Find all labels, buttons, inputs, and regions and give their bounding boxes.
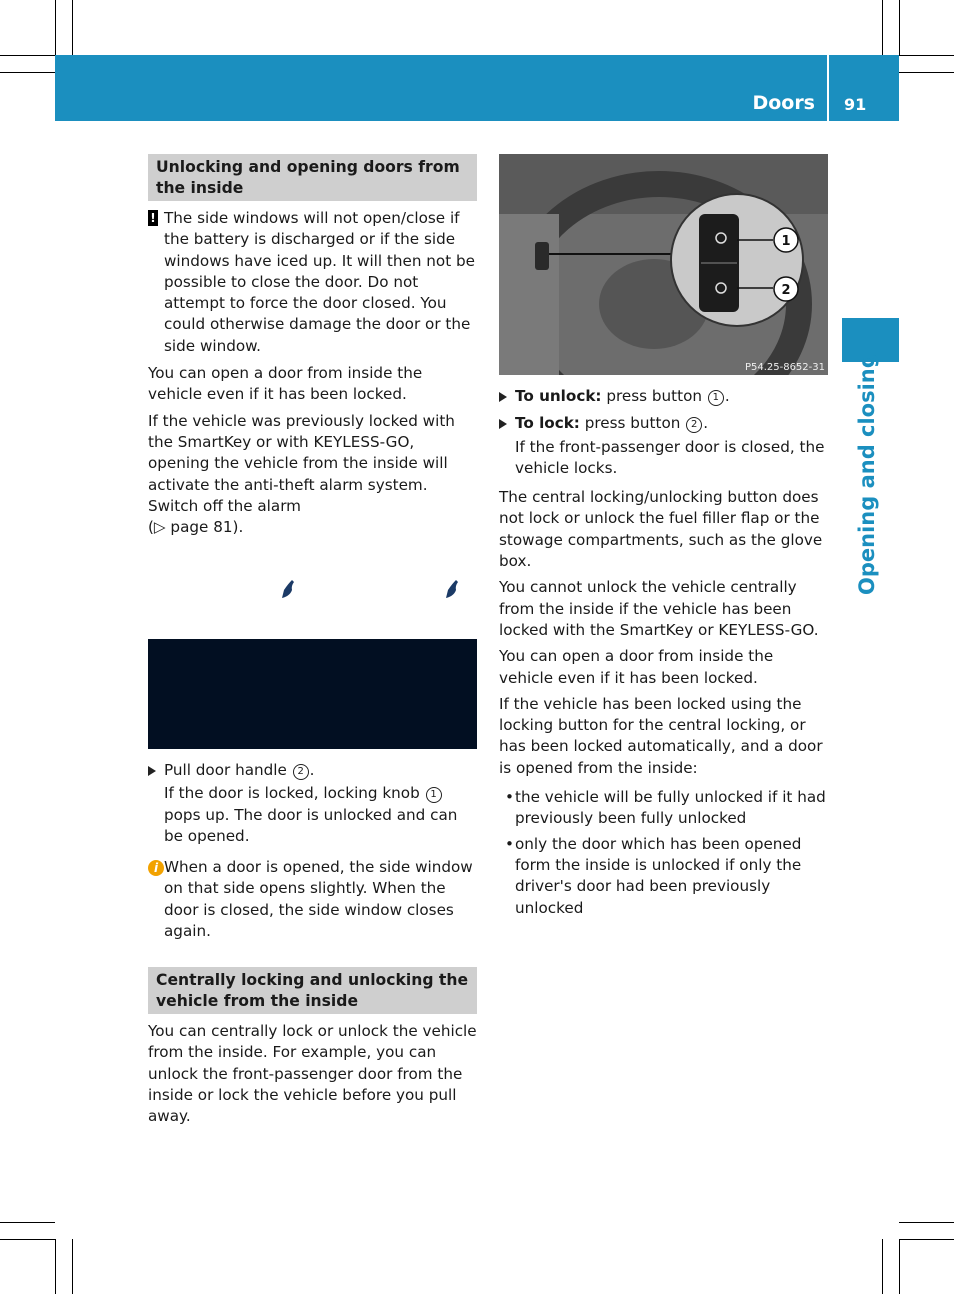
crop-mark (899, 1222, 954, 1223)
page-number: 91 (844, 95, 867, 114)
bullet-icon: • (505, 788, 514, 807)
door-handle-figure (148, 568, 477, 749)
arrow-icon (499, 419, 507, 429)
crop-mark (899, 72, 954, 73)
step-text: press button (606, 387, 702, 405)
callout-number: 1 (426, 787, 442, 803)
result-text: If the door is locked, locking knob (164, 784, 420, 803)
crop-mark (0, 1239, 55, 1240)
callout-number: 1 (708, 390, 724, 406)
instruction-step: To lock: press button 2 . (499, 413, 830, 434)
paragraph: You can centrally lock or unlock the vehicle from the inside. For example, you can unlock the front-passenger door from the inside or lock the vehicle before you pull away. (148, 1022, 477, 1126)
result-text: pops up. The door is unlocked and can be opened. (164, 805, 458, 845)
step-result: If the front-passenger door is closed, the vehicle locks. (515, 437, 825, 477)
crop-mark (882, 0, 883, 55)
instruction-step: To unlock: press button 1 . (499, 386, 830, 407)
warning-note (148, 208, 477, 357)
chapter-title: Opening and closing (855, 353, 879, 595)
paragraph: The central locking/unlocking button does not lock or unlock the fuel filler flap or the stowage compartments, such as the glove box. (499, 488, 823, 571)
bullet-icon: • (505, 834, 514, 853)
crop-mark (882, 1239, 883, 1294)
crop-mark (899, 1239, 900, 1294)
page-reference-link[interactable]: (▷ page 81). (148, 518, 244, 537)
step-label: To unlock: (515, 387, 602, 405)
left-column (148, 154, 477, 543)
left-column-lower (148, 760, 477, 942)
list-item (499, 787, 830, 830)
arrow-icon (499, 392, 507, 402)
step-text: press button (584, 414, 681, 433)
header-divider (827, 55, 829, 121)
paragraph: You cannot unlock the vehicle centrally from the inside if the vehicle has been locked with the SmartKey or KEYLESS-GO. (499, 578, 819, 639)
info-text: When a door is opened, the side window on that side opens slightly. When the door is closed, the side window closes again. (164, 858, 473, 941)
crop-mark (899, 0, 900, 55)
section-heading: Unlocking and opening doors from the inside (148, 154, 477, 201)
warning-icon: ! (148, 210, 158, 226)
list-item-text: the vehicle will be fully unlocked if it had previously been fully unlocked (515, 788, 826, 828)
steering-wheel-illustration (499, 154, 828, 375)
crop-mark (0, 1222, 55, 1223)
step-result (148, 783, 477, 847)
step-label: To lock: (515, 414, 580, 433)
paragraph: You can open a door from inside the vehicle even if it has been locked. (148, 364, 423, 404)
crop-mark (55, 1239, 56, 1294)
callout-label-2: 2 (781, 283, 791, 298)
door-illustration (148, 568, 477, 749)
central-locking-figure (499, 154, 828, 375)
crop-mark (899, 55, 954, 56)
crop-mark (0, 55, 55, 56)
figure-code: P54.25-8652-31 (744, 362, 825, 373)
list-item (499, 834, 830, 919)
callout-number: 2 (293, 764, 309, 780)
arrow-icon (148, 766, 156, 776)
crop-mark (72, 1239, 73, 1294)
step-text: Pull door handle (164, 761, 287, 779)
step-text: . (309, 761, 315, 779)
callout-number: 2 (686, 417, 702, 433)
crop-mark (55, 0, 56, 55)
info-note (148, 857, 477, 942)
crop-mark (899, 1239, 954, 1240)
paragraph: If the vehicle has been locked using the locking button for the central locking, or has been locked automatically, and a door is opened from the inside: (499, 694, 823, 777)
section-heading: Centrally locking and unlocking the vehicle from the inside (148, 967, 477, 1014)
instruction-step (148, 760, 477, 781)
left-column-section2 (148, 967, 477, 1132)
right-column (499, 386, 830, 923)
crop-mark (0, 72, 55, 73)
warning-text: The side windows will not open/close if the battery is discharged or if the side windows have iced up. It will then not be possible to close the door. Do not attempt to force the door closed. You could otherwise damage the door or the side window. (164, 209, 475, 355)
section-title: Doors (752, 92, 815, 114)
crop-mark (72, 0, 73, 55)
info-icon: i (148, 860, 164, 876)
paragraph-text: If the vehicle was previously locked with the SmartKey or with KEYLESS-GO, opening the vehicle from the inside will activate the anti-theft alarm system. Switch off the alarm (148, 411, 455, 515)
list-item-text: only the door which has been opened form the inside is unlocked if only the driver's door had been previously unlocked (515, 834, 802, 917)
paragraph: You can open a door from inside the vehicle even if it has been locked. (499, 647, 774, 687)
paragraph (148, 411, 477, 539)
callout-label-1: 1 (781, 234, 791, 249)
